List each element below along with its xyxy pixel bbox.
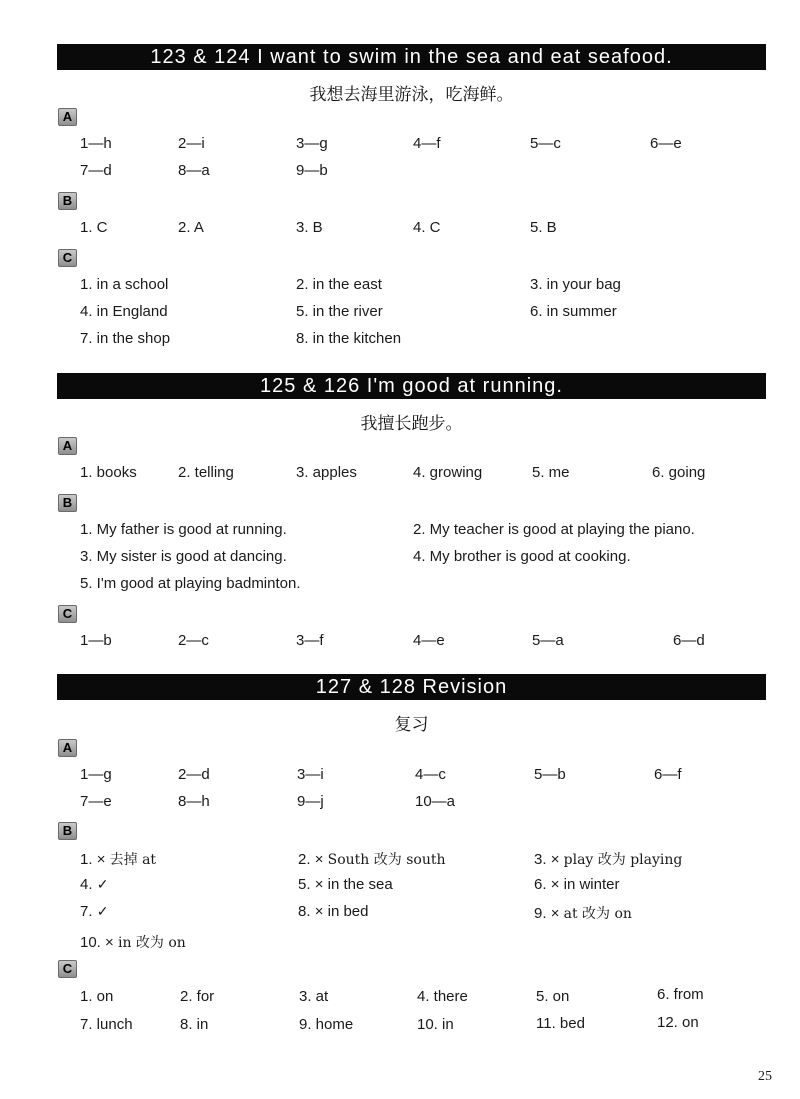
cross-mark: × xyxy=(550,876,560,893)
answer-item: 3. at xyxy=(299,988,329,1005)
part-b-badge: B xyxy=(58,192,77,210)
answer-item: 5—c xyxy=(530,135,561,152)
part-c-badge: C xyxy=(58,960,77,978)
answer-item: 1. C xyxy=(80,219,108,236)
cross-mark: × xyxy=(314,876,324,893)
answer-item: 2—i xyxy=(178,135,205,152)
answer-item: 10—a xyxy=(415,793,456,810)
answer-item: 6. in summer xyxy=(530,303,617,320)
section-3-subtitle: 复习 xyxy=(394,715,429,735)
correction-item: 8. × in bed xyxy=(298,903,369,920)
answer-item: 3—i xyxy=(297,766,324,783)
correction-item: 9. × at 改为 on xyxy=(534,905,632,922)
answer-item: 1. on xyxy=(80,988,114,1005)
answer-item: 9—j xyxy=(297,793,324,810)
answer-item: 6—f xyxy=(654,766,682,783)
answer-item: 6. from xyxy=(657,986,704,1003)
answer-item: 2—c xyxy=(178,632,209,649)
answer-item: 3—g xyxy=(296,135,328,152)
answer-item: 1—h xyxy=(80,135,112,152)
answer-item: 4. My brother is good at cooking. xyxy=(413,548,631,565)
page-number: 25 xyxy=(758,1069,772,1084)
answer-item: 2. for xyxy=(180,988,215,1005)
answer-item: 3—f xyxy=(296,632,324,649)
answer-item: 1. in a school xyxy=(80,276,169,293)
answer-item: 7. lunch xyxy=(80,1016,133,1033)
answer-item: 10. in xyxy=(417,1016,454,1033)
part-c-badge: C xyxy=(58,605,77,623)
answer-item: 5. B xyxy=(530,219,557,236)
answer-item: 5. in the river xyxy=(296,303,383,320)
answer-item: 9—b xyxy=(296,162,328,179)
answer-item: 5. on xyxy=(536,988,570,1005)
correction-item: 5. × in the sea xyxy=(298,876,393,893)
answer-item: 5—b xyxy=(534,766,566,783)
section-1-title: 123 & 124 I want to swim in the sea and eat seafood. xyxy=(57,44,766,70)
answer-item: 4. there xyxy=(417,988,468,1005)
answer-item: 8—a xyxy=(178,162,210,179)
answer-item: 11. bed xyxy=(536,1015,585,1032)
section-3-title: 127 & 128 Revision xyxy=(57,674,766,700)
answer-item: 4—c xyxy=(415,766,446,783)
answer-item: 4. growing xyxy=(413,464,483,481)
part-b-badge: B xyxy=(58,822,77,840)
correction-item: 3. × play 改为 playing xyxy=(534,851,683,868)
part-a-badge: A xyxy=(58,108,77,126)
answer-item: 4. in England xyxy=(80,303,168,320)
answer-item: 2. in the east xyxy=(296,276,382,293)
answer-item: 1—b xyxy=(80,632,112,649)
correction-item: 4. ✓ xyxy=(80,876,109,893)
answer-item: 3. apples xyxy=(296,464,357,481)
section-2-subtitle: 我擅长跑步。 xyxy=(360,414,463,434)
cross-mark: × xyxy=(314,903,324,920)
part-c-badge: C xyxy=(58,249,77,267)
answer-item: 8. in xyxy=(180,1016,209,1033)
answer-item: 5—a xyxy=(532,632,564,649)
answer-item: 7—e xyxy=(80,793,112,810)
answer-item: 3. My sister is good at dancing. xyxy=(80,548,287,565)
answer-item: 3. B xyxy=(296,219,323,236)
answer-item: 7. in the shop xyxy=(80,330,171,347)
answer-item: 12. on xyxy=(657,1014,699,1031)
answer-item: 9. home xyxy=(299,1016,354,1033)
answer-item: 6—e xyxy=(650,135,682,152)
correction-item: 7. ✓ xyxy=(80,903,109,920)
answer-item: 5. I'm good at playing badminton. xyxy=(80,575,301,592)
answer-item: 6—d xyxy=(673,632,705,649)
answer-item: 1. My father is good at running. xyxy=(80,521,287,538)
correction-item: 10. × in 改为 on xyxy=(80,934,186,951)
answer-item: 4—f xyxy=(413,135,441,152)
check-mark: ✓ xyxy=(96,904,109,920)
correction-item: 2. × South 改为 south xyxy=(298,851,446,868)
section-2-title: 125 & 126 I'm good at running. xyxy=(57,373,766,399)
correction-item: 1. × 去掉 at xyxy=(80,851,157,868)
cross-mark: × xyxy=(550,851,560,868)
check-mark: ✓ xyxy=(96,877,109,893)
answer-item: 1—g xyxy=(80,766,112,783)
answer-item: 3. in your bag xyxy=(530,276,621,293)
correction-item: 6. × in winter xyxy=(534,876,620,893)
part-b-badge: B xyxy=(58,494,77,512)
answer-item: 4. C xyxy=(413,219,441,236)
cross-mark: × xyxy=(96,851,106,868)
answer-item: 7—d xyxy=(80,162,112,179)
answer-item: 2. telling xyxy=(178,464,234,481)
part-a-badge: A xyxy=(58,739,77,757)
answer-item: 8—h xyxy=(178,793,210,810)
cross-mark: × xyxy=(105,934,114,951)
answer-item: 8. in the kitchen xyxy=(296,330,402,347)
answer-item: 1. books xyxy=(80,464,137,481)
section-1-subtitle: 我想去海里游泳，吃海鲜。 xyxy=(309,85,514,105)
cross-mark: × xyxy=(314,851,324,868)
part-a-badge: A xyxy=(58,437,77,455)
answer-item: 6. going xyxy=(652,464,706,481)
answer-item: 5. me xyxy=(532,464,570,481)
answer-item: 2. My teacher is good at playing the piano. xyxy=(413,521,695,538)
cross-mark: × xyxy=(550,905,560,922)
answer-item: 2—d xyxy=(178,766,210,783)
answer-item: 4—e xyxy=(413,632,445,649)
answer-item: 2. A xyxy=(178,219,204,236)
